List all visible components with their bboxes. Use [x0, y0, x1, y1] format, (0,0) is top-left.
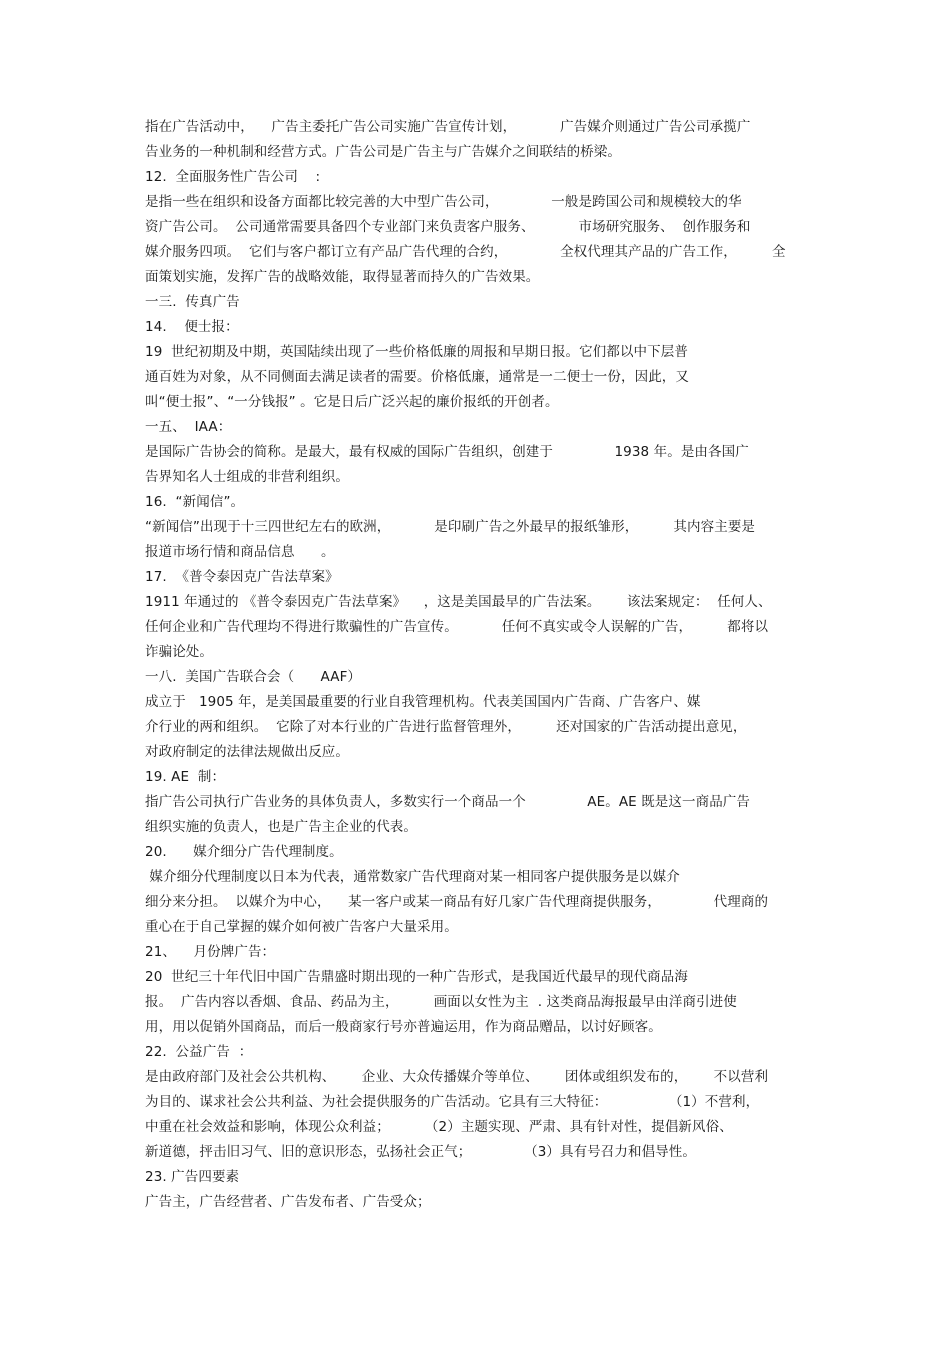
section-heading: 14. 便士报： — [145, 319, 239, 335]
text-line: 20 世纪三十年代旧中国广告鼎盛时期出现的一种广告形式，是我国近代最早的现代商品海 — [145, 969, 688, 985]
text-line: 叫“便士报”、“一分钱报” 。它是日后广泛兴起的廉价报纸的开创者。 — [145, 394, 559, 410]
text-line: 告界知名人士组成的非营利组织。 — [145, 469, 349, 485]
text-line: 是由政府部门及社会公共机构、 企业、大众传播媒介等单位、 团体或组织发布的， 不以营利 — [145, 1069, 769, 1085]
text-line: 指在广告活动中， 广告主委托广告公司实施广告宣传计划， 广告媒介则通过广告公司承揽广 — [145, 119, 751, 135]
text-line: 通百姓为对象，从不同侧面去满足读者的需要。价格低廉，通常是一二便士一份，因此，又 — [145, 369, 689, 385]
text-line: 报道市场行情和商品信息 。 — [145, 544, 335, 560]
text-line: 告业务的一种机制和经营方式。广告公司是广告主与广告媒介之间联结的桥梁。 — [145, 144, 621, 160]
text-line: 任何企业和广告代理均不得进行欺骗性的广告宣传。 任何不真实或令人误解的广告， 都将以 — [145, 619, 769, 635]
text-line: 介行业的两和组织。 它除了对本行业的广告进行监督管理外， 还对国家的广告活动提出意见， — [145, 719, 747, 735]
text-line: 媒介细分代理制度以日本为代表，通常数家广告代理商对某一相同客户提供服务是以媒介 — [145, 869, 680, 885]
text-line: 媒介服务四项。 它们与客户都订立有产品广告代理的合约， 全权代理其产品的广告工作， 全 — [145, 244, 786, 260]
section-heading: 一三. 传真广告 — [145, 294, 240, 310]
text-line: 面策划实施，发挥广告的战略效能，取得显著而持久的广告效果。 — [145, 269, 540, 285]
section-heading: 17. 《普令泰因克广告法草案》 — [145, 569, 339, 585]
text-line: 资广告公司。 公司通常需要具备四个专业部门来负责客户服务、 市场研究服务、 创作服务和 — [145, 219, 751, 235]
text-line: 成立于 1905 年，是美国最重要的行业自我管理机构。代表美国国内广告商、广告客户、媒 — [145, 694, 701, 710]
text-line: “新闻信”出现于十三四世纪左右的欧洲， 是印刷广告之外最早的报纸雏形， 其内容主要是 — [145, 519, 756, 535]
text-line: 指广告公司执行广告业务的具体负责人，多数实行一个商品一个 AE。AE 既是这一商品广告 — [145, 794, 750, 810]
text-line: 细分来分担。 以媒介为中心， 某一客户或某一商品有好几家广告代理商提供服务， 代理商的 — [145, 894, 769, 910]
text-line: 为目的、谋求社会公共利益、为社会提供服务的广告活动。它具有三大特征： （1）不营利， — [145, 1094, 760, 1110]
section-heading: 12. 全面服务性广告公司 : — [145, 169, 321, 185]
text-line: 是国际广告协会的简称。是最大，最有权威的国际广告组织，创建于 1938 年。是由各国广 — [145, 444, 749, 460]
text-line: 广告主，广告经营者、广告发布者、广告受众； — [145, 1194, 431, 1210]
text-line: 报。 广告内容以香烟、食品、药品为主， 画面以女性为主 . 这类商品海报最早由洋商引进使 — [145, 994, 737, 1010]
text-line: 对政府制定的法律法规做出反应。 — [145, 744, 349, 760]
text-line: 诈骗论处。 — [145, 644, 213, 660]
section-heading: 19. AE 制： — [145, 769, 226, 785]
text-line: 组织实施的负责人，也是广告主企业的代表。 — [145, 819, 417, 835]
text-line: 中重在社会效益和影响，体现公众利益； （2）主题实现、严肃、具有针对性，提倡新风俗、 — [145, 1119, 733, 1135]
text-line: 19 世纪初期及中期，英国陆续出现了一些价格低廉的周报和早期日报。它们都以中下层普 — [145, 344, 688, 360]
section-heading: 22. 公益广告 ： — [145, 1044, 253, 1060]
section-heading: 一五、 IAA： — [145, 419, 232, 435]
section-heading: 16. “新闻信”。 — [145, 494, 245, 510]
text-line: 新道德，抨击旧习气、旧的意识形态，弘扬社会正气； （3）具有号召力和倡导性。 — [145, 1144, 696, 1160]
text-line: 用，用以促销外国商品，而后一般商家行号亦普遍运用，作为商品赠品，以讨好顾客。 — [145, 1019, 662, 1035]
text-line: 1911 年通过的 《普令泰因克广告法草案》 ，这是美国最早的广告法案。 该法案规定： 任何人、 — [145, 594, 772, 610]
section-heading: 一八. 美国广告联合会（ AAF） — [145, 669, 362, 685]
text-line: 是指一些在组织和设备方面都比较完善的大中型广告公司， 一般是跨国公司和规模较大的华 — [145, 194, 742, 210]
section-heading: 21、 月份牌广告： — [145, 944, 276, 960]
text-line: 重心在于自己掌握的媒介如何被广告客户大量采用。 — [145, 919, 458, 935]
section-heading: 20. 媒介细分广告代理制度。 — [145, 844, 343, 860]
section-heading: 23. 广告四要素 — [145, 1169, 240, 1185]
